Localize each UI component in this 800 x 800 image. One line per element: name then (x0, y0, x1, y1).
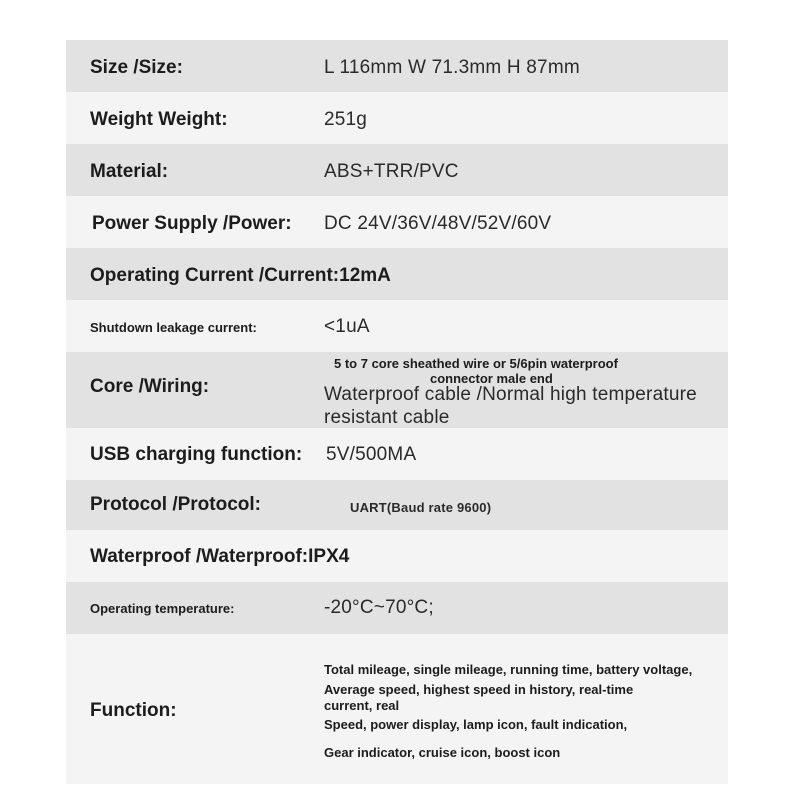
waterproof-text: Waterproof /Waterproof:IPX4 (90, 546, 350, 567)
material-row (66, 144, 728, 196)
weight-row (66, 92, 728, 144)
leakage-value: <1uA (324, 316, 370, 337)
wiring-note-line2: connector male end (430, 371, 553, 386)
wiring-label: Core /Wiring: (90, 376, 210, 397)
material-label: Material: (90, 161, 169, 182)
wiring-value-line2: resistant cable (324, 407, 450, 428)
usb-row (66, 428, 728, 480)
wiring-row (66, 352, 728, 428)
function-line: Gear indicator, cruise icon, boost icon (324, 745, 561, 760)
power-label: Power Supply /Power: (92, 213, 292, 234)
size-row (66, 40, 728, 92)
current-row (66, 248, 728, 300)
wiring-value-line1: Waterproof cable /Normal high temperature (324, 384, 697, 405)
function-line: current, real (324, 698, 400, 713)
usb-value: 5V/500MA (326, 444, 417, 465)
protocol-label: Protocol /Protocol: (90, 494, 261, 515)
usb-label: USB charging function: (90, 444, 303, 465)
function-line: Average speed, highest speed in history, real-time (324, 682, 634, 697)
leakage-row (66, 300, 728, 352)
weight-label: Weight Weight: (90, 109, 228, 130)
temperature-row (66, 582, 728, 634)
temperature-value: -20°C~70°C; (324, 597, 434, 618)
wiring-note-line1: 5 to 7 core sheathed wire or 5/6pin waterproof (334, 356, 618, 371)
power-row (66, 196, 728, 248)
material-value: ABS+TRR/PVC (324, 161, 459, 182)
power-value: DC 24V/36V/48V/52V/60V (324, 213, 552, 234)
size-label: Size /Size: (90, 57, 183, 78)
current-text: Operating Current /Current:12mA (90, 265, 391, 286)
function-label: Function: (90, 700, 177, 721)
temperature-label: Operating temperature: (90, 601, 235, 616)
function-row (66, 634, 728, 784)
spec-table (66, 40, 728, 784)
leakage-label: Shutdown leakage current: (90, 320, 257, 335)
protocol-row (66, 480, 728, 530)
waterproof-row (66, 530, 728, 582)
function-line: Total mileage, single mileage, running time, battery voltage, (324, 662, 693, 677)
size-value: L 116mm W 71.3mm H 87mm (324, 57, 580, 78)
weight-value: 251g (324, 109, 368, 130)
function-line: Speed, power display, lamp icon, fault indication, (324, 717, 628, 732)
protocol-value: UART(Baud rate 9600) (350, 500, 492, 515)
